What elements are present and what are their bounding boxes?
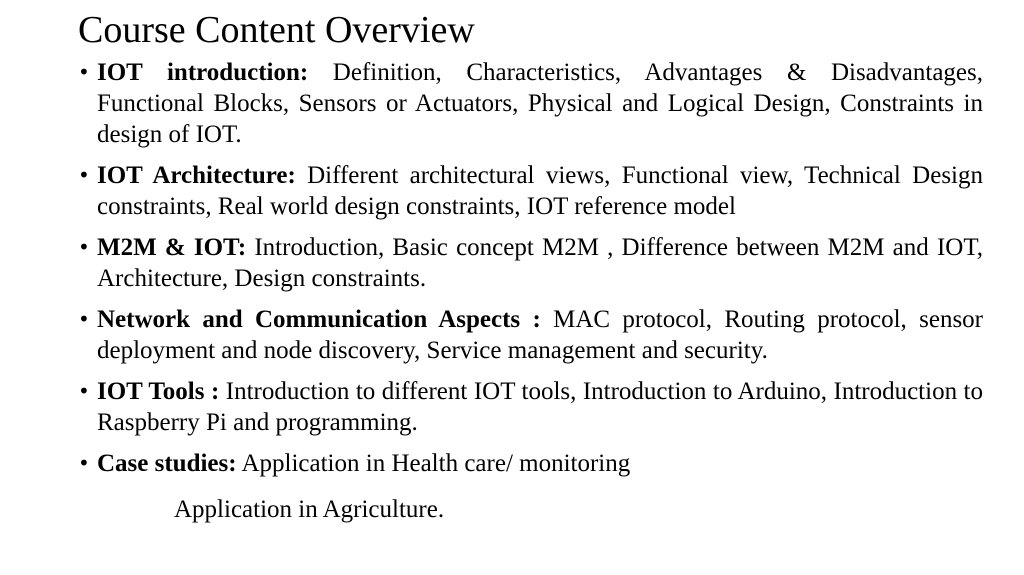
- slide-title: Course Content Overview: [78, 9, 475, 51]
- bullet-icon: •: [78, 451, 90, 475]
- bullet-text: Different architectural views, Functional view, Technical Design constraints, Real world design constraints, IOT reference model: [97, 162, 983, 220]
- bullet-icon: •: [78, 235, 90, 259]
- bullet-item-case-studies: [78, 448, 983, 479]
- bullet-heading: IOT introduction:: [97, 59, 309, 86]
- bullet-heading: IOT Tools :: [97, 378, 220, 405]
- bullet-item-iot-introduction: [78, 57, 983, 150]
- bullet-icon: •: [78, 60, 90, 84]
- bullet-text: Definition, Characteristics, Advantages & Disadvantages, Functional Blocks, Sensors or Actuators, Physical and Logical Design, Constraints in design of IOT.: [97, 59, 983, 148]
- bullet-item-iot-tools: [78, 376, 983, 438]
- bullet-text: Introduction to different IOT tools, Introduction to Arduino, Introduction to Raspberry Pi and programming.: [97, 378, 983, 436]
- bullet-text: Introduction, Basic concept M2M , Difference between M2M and IOT, Architecture, Design constraints.: [97, 234, 983, 292]
- bullet-icon: •: [78, 163, 90, 187]
- bullet-icon: •: [78, 307, 90, 331]
- bullet-text: Application in Health care/ monitoring: [236, 450, 631, 477]
- case-studies-continuation: Application in Agriculture.: [174, 496, 445, 523]
- bullet-text: MAC protocol, Routing protocol, sensor deployment and node discovery, Service management and security.: [97, 306, 984, 364]
- bullet-heading: M2M & IOT:: [97, 234, 247, 261]
- bullet-heading: Case studies:: [97, 450, 237, 477]
- bullet-item-network-communication: [78, 304, 983, 366]
- bullet-item-iot-architecture: [78, 160, 983, 222]
- bullet-heading: IOT Architecture:: [97, 162, 296, 189]
- bullet-item-m2m-iot: [78, 232, 983, 294]
- bullet-list: [78, 57, 983, 489]
- bullet-icon: •: [78, 379, 90, 403]
- bullet-heading: Network and Communication Aspects :: [97, 306, 541, 333]
